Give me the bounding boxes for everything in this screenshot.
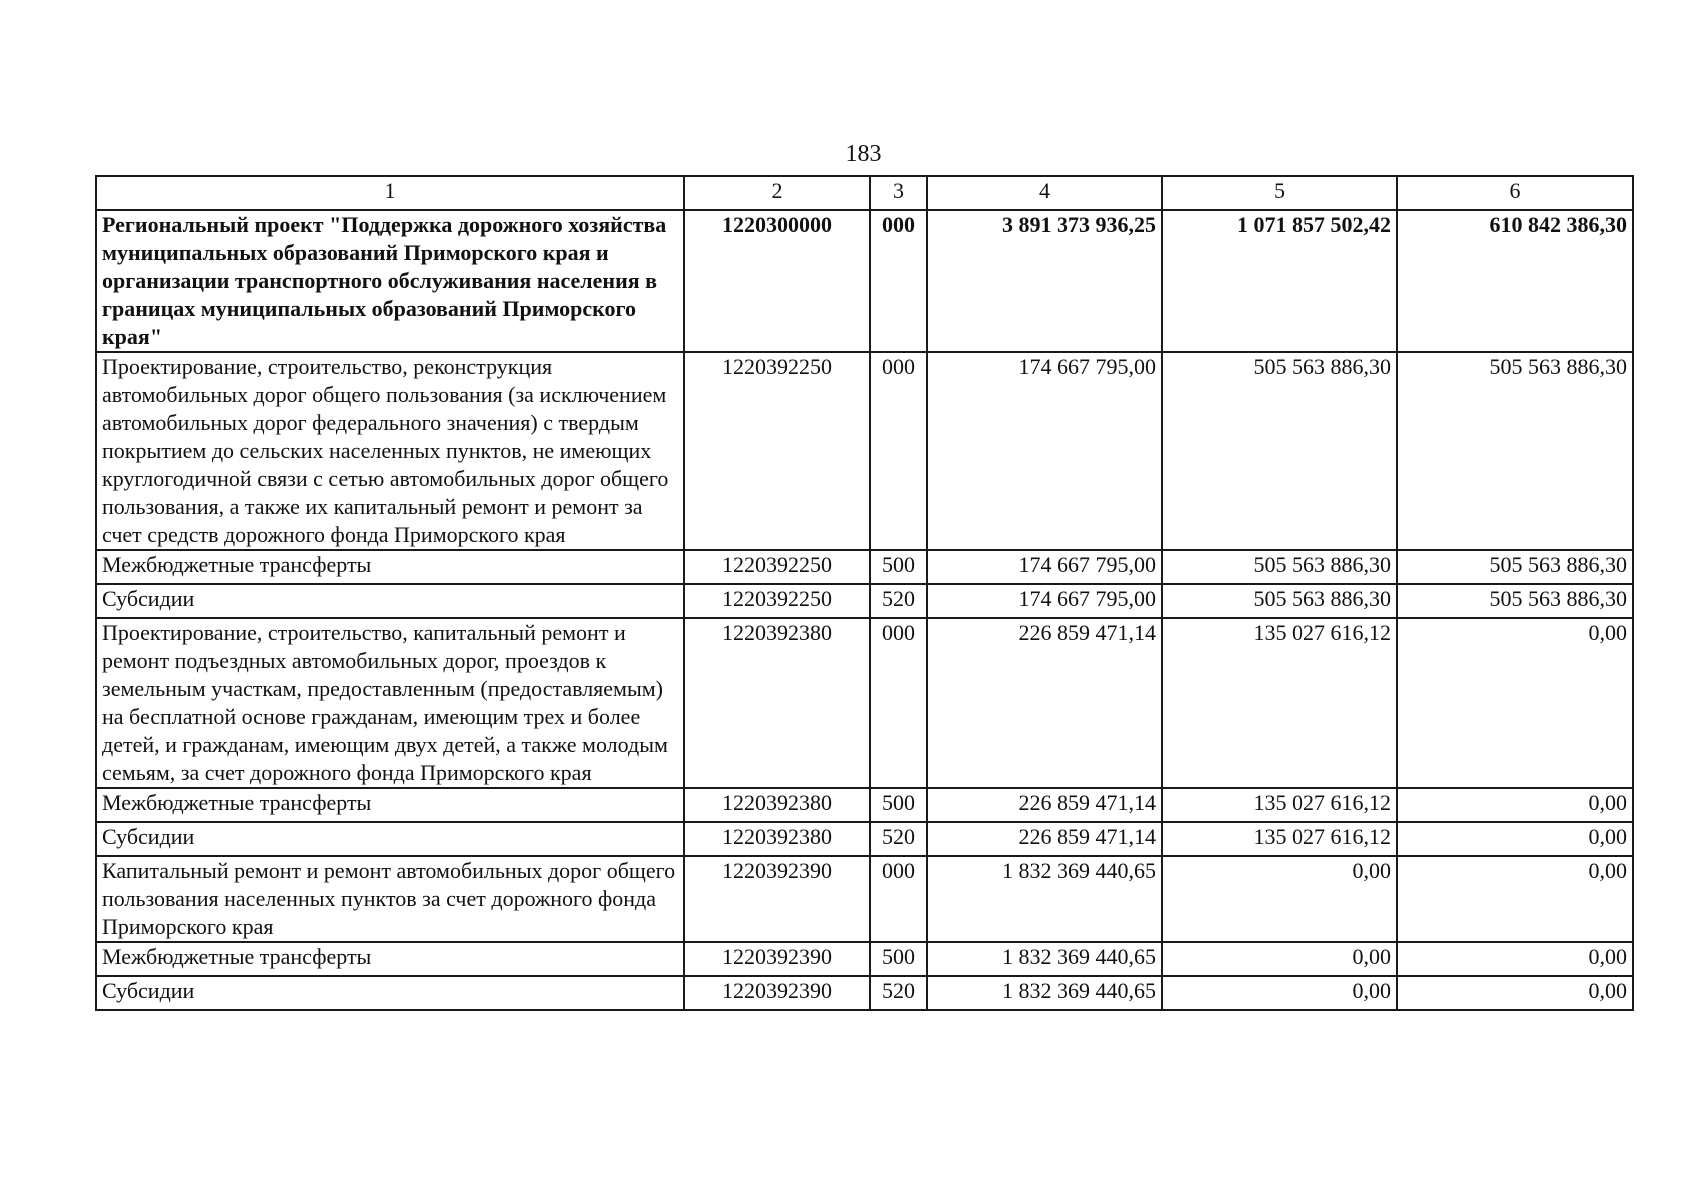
target-code: 1220392390 xyxy=(684,856,870,942)
amount-year-1: 3 891 373 936,25 xyxy=(927,210,1162,352)
amount-year-3: 505 563 886,30 xyxy=(1397,352,1633,550)
expense-type-code: 000 xyxy=(870,352,927,550)
target-code: 1220392380 xyxy=(684,788,870,822)
amount-year-3: 0,00 xyxy=(1397,618,1633,788)
item-name: Субсидии xyxy=(96,822,684,856)
table-row xyxy=(96,210,1633,352)
target-code: 1220392390 xyxy=(684,976,870,1010)
expense-type-code: 520 xyxy=(870,822,927,856)
amount-year-3: 0,00 xyxy=(1397,856,1633,942)
target-code: 1220300000 xyxy=(684,210,870,352)
amount-year-2: 135 027 616,12 xyxy=(1162,788,1397,822)
amount-year-1: 174 667 795,00 xyxy=(927,352,1162,550)
amount-year-2: 505 563 886,30 xyxy=(1162,352,1397,550)
amount-year-3: 0,00 xyxy=(1397,822,1633,856)
amount-year-1: 174 667 795,00 xyxy=(927,584,1162,618)
table-row xyxy=(96,942,1633,976)
table-row xyxy=(96,788,1633,822)
amount-year-3: 610 842 386,30 xyxy=(1397,210,1633,352)
amount-year-1: 226 859 471,14 xyxy=(927,618,1162,788)
expense-type-code: 000 xyxy=(870,210,927,352)
table-row xyxy=(96,584,1633,618)
budget-table xyxy=(95,175,1634,1011)
amount-year-2: 505 563 886,30 xyxy=(1162,584,1397,618)
expense-type-code: 500 xyxy=(870,550,927,584)
table-row xyxy=(96,618,1633,788)
amount-year-2: 135 027 616,12 xyxy=(1162,822,1397,856)
column-header: 4 xyxy=(927,176,1162,210)
item-name: Региональный проект "Поддержка дорожного хозяйства муниципальных образований Приморского края и организации транспортного обслуживания населения в границах муниципальных образований Приморского края" xyxy=(96,210,684,352)
item-name: Межбюджетные трансферты xyxy=(96,788,684,822)
item-name: Субсидии xyxy=(96,584,684,618)
amount-year-3: 0,00 xyxy=(1397,788,1633,822)
page-number: 183 xyxy=(845,141,882,167)
item-name: Капитальный ремонт и ремонт автомобильных дорог общего пользования населенных пунктов за счет дорожного фонда Приморского края xyxy=(96,856,684,942)
expense-type-code: 500 xyxy=(870,942,927,976)
target-code: 1220392380 xyxy=(684,618,870,788)
amount-year-3: 505 563 886,30 xyxy=(1397,550,1633,584)
column-header: 3 xyxy=(870,176,927,210)
table-header-row xyxy=(96,176,1633,210)
amount-year-1: 1 832 369 440,65 xyxy=(927,856,1162,942)
amount-year-2: 135 027 616,12 xyxy=(1162,618,1397,788)
target-code: 1220392380 xyxy=(684,822,870,856)
amount-year-3: 0,00 xyxy=(1397,942,1633,976)
amount-year-1: 1 832 369 440,65 xyxy=(927,942,1162,976)
table-row xyxy=(96,976,1633,1010)
item-name: Межбюджетные трансферты xyxy=(96,550,684,584)
item-name: Проектирование, строительство, капитальный ремонт и ремонт подъездных автомобильных дорог, проездов к земельным участкам, предоставленным (предоставляемым) на бесплатной основе гражданам, имеющим трех и более детей, и гражданам, имеющим двух детей, а также молодым семьям, за счет дорожного фонда Приморского края xyxy=(96,618,684,788)
expense-type-code: 520 xyxy=(870,584,927,618)
target-code: 1220392390 xyxy=(684,942,870,976)
column-header: 1 xyxy=(96,176,684,210)
item-name: Межбюджетные трансферты xyxy=(96,942,684,976)
item-name: Проектирование, строительство, реконструкция автомобильных дорог общего пользования (за исключением автомобильных дорог федерального значения) с твердым покрытием до сельских населенных пунктов, не имеющих круглогодичной связи с сетью автомобильных дорог общего пользования, а также их капитальный ремонт и ремонт за счет средств дорожного фонда Приморского края xyxy=(96,352,684,550)
amount-year-2: 0,00 xyxy=(1162,976,1397,1010)
table-row xyxy=(96,352,1633,550)
expense-type-code: 000 xyxy=(870,856,927,942)
expense-type-code: 500 xyxy=(870,788,927,822)
item-name: Субсидии xyxy=(96,976,684,1010)
table-row xyxy=(96,550,1633,584)
amount-year-2: 0,00 xyxy=(1162,942,1397,976)
amount-year-2: 505 563 886,30 xyxy=(1162,550,1397,584)
amount-year-3: 505 563 886,30 xyxy=(1397,584,1633,618)
target-code: 1220392250 xyxy=(684,352,870,550)
column-header: 2 xyxy=(684,176,870,210)
column-header: 6 xyxy=(1397,176,1633,210)
amount-year-2: 1 071 857 502,42 xyxy=(1162,210,1397,352)
amount-year-2: 0,00 xyxy=(1162,856,1397,942)
amount-year-1: 174 667 795,00 xyxy=(927,550,1162,584)
target-code: 1220392250 xyxy=(684,550,870,584)
amount-year-1: 1 832 369 440,65 xyxy=(927,976,1162,1010)
expense-type-code: 520 xyxy=(870,976,927,1010)
target-code: 1220392250 xyxy=(684,584,870,618)
table-row xyxy=(96,822,1633,856)
column-header: 5 xyxy=(1162,176,1397,210)
amount-year-1: 226 859 471,14 xyxy=(927,788,1162,822)
expense-type-code: 000 xyxy=(870,618,927,788)
table-row xyxy=(96,856,1633,942)
amount-year-3: 0,00 xyxy=(1397,976,1633,1010)
amount-year-1: 226 859 471,14 xyxy=(927,822,1162,856)
